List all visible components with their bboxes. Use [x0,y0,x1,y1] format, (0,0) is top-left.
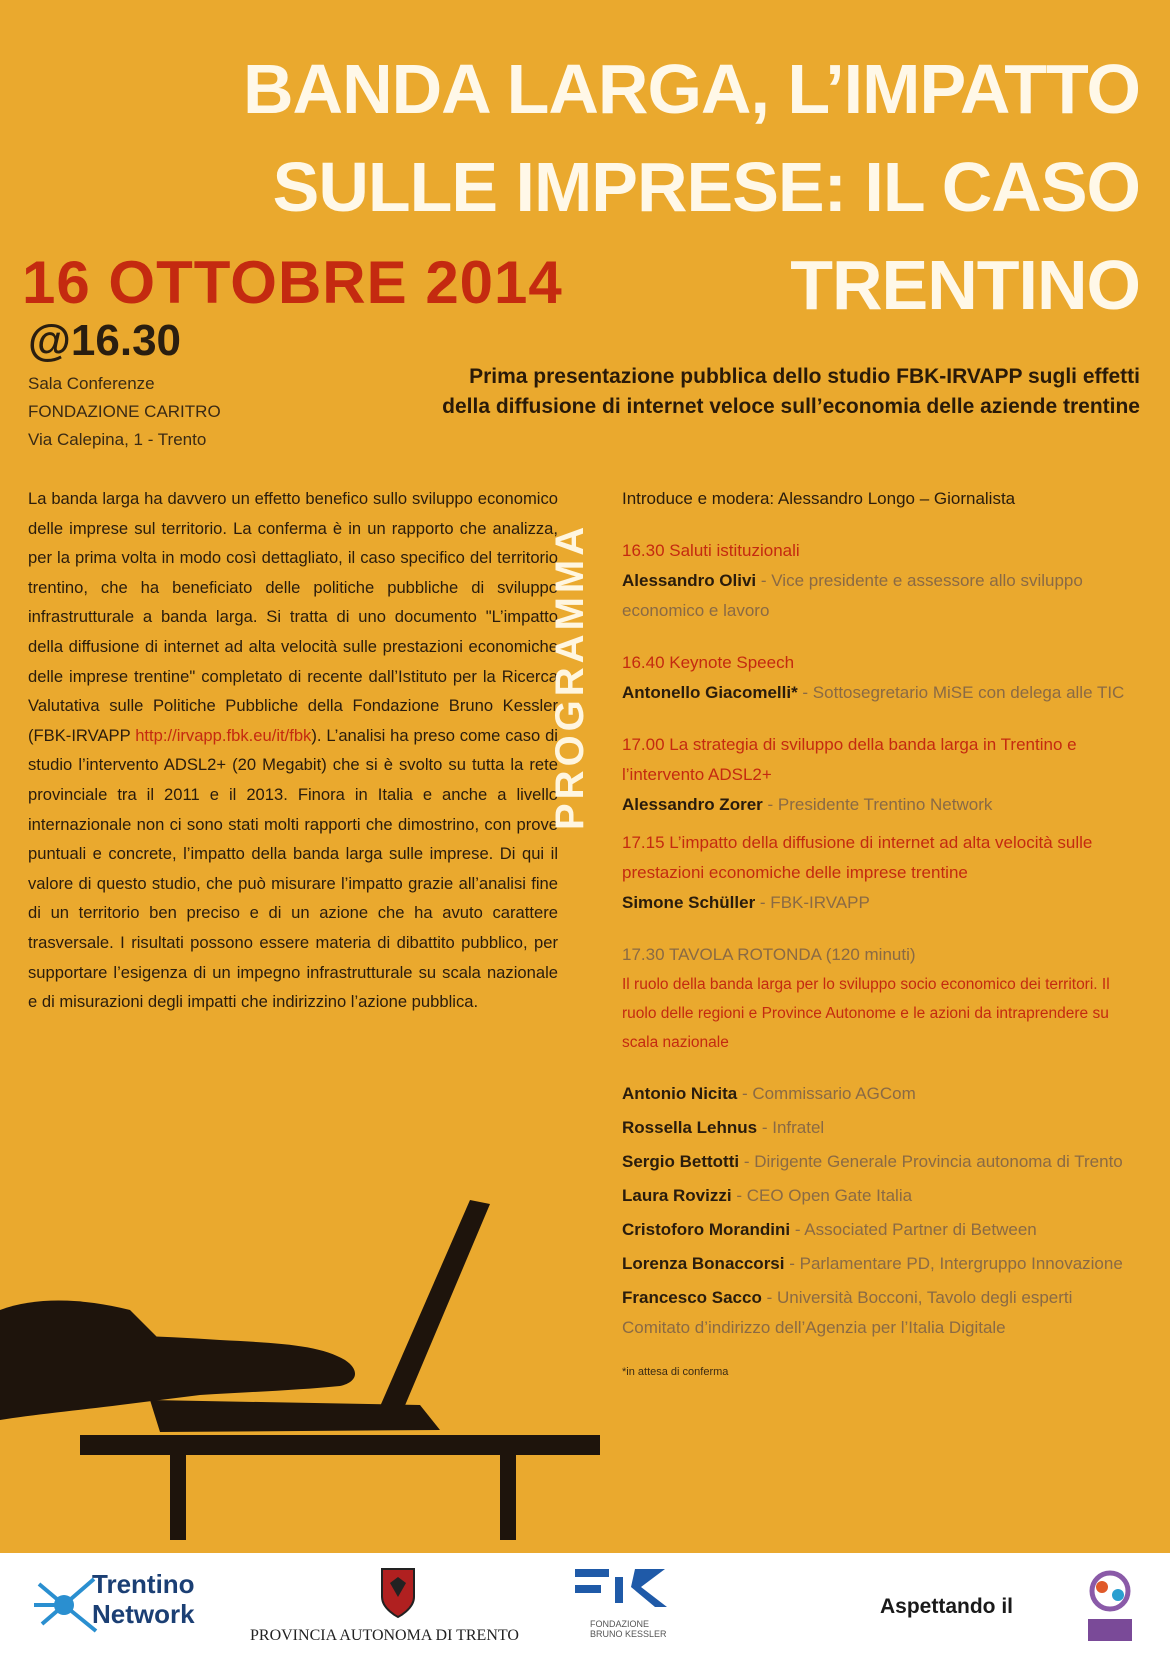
venue-address: Via Calepina, 1 - Trento [28,430,207,449]
body-paragraph [28,484,558,1017]
panelist [622,1283,1144,1343]
panelist [622,1079,1144,1109]
speaker-name: Simone Schüller [622,893,756,912]
study-link[interactable]: http://irvapp.fbk.eu/it/fbk [135,725,312,745]
panelist [622,1113,1144,1143]
subtitle-line-2: della diffusione di internet veloce sull’economia delle aziende trentine [442,395,1140,418]
programme-intro: Introduce e modera: Alessandro Longo – Giornalista [622,489,1016,508]
panelist-name: Lorenza Bonaccorsi [622,1254,785,1273]
panelist [622,1215,1144,1245]
programme-list [622,484,1144,1387]
provincia-crest-icon [378,1563,418,1619]
speaker-name: Alessandro Zorer [622,795,763,814]
event-subtitle [270,362,1140,422]
panel-list [622,1079,1144,1343]
venue-room: Sala Conferenze [28,374,155,393]
panelist-name: Rossella Lehnus [622,1118,758,1137]
title-line-1: BANDA LARGA, L’IMPATTO [242,50,1140,128]
speaker-role: - Vice presidente e assessore allo sviluppo economico e lavoro [622,571,1083,620]
panelist-role: - Dirigente Generale Provincia autonoma di Trento [739,1152,1123,1171]
session-5-heading: 17.30 TAVOLA ROTONDA (120 minuti) [622,945,916,964]
title-line-3: TRENTINO [790,246,1140,324]
fbk-logo-text: FONDAZIONE BRUNO KESSLER [590,1619,667,1639]
session-3-heading: 17.00 La strategia di sviluppo della banda larga in Trentino e l’intervento ADSL2+ [622,735,1077,784]
provincia-logo-text: PROVINCIA AUTONOMA DI TRENTO [250,1627,519,1644]
subtitle-line-1: Prima presentazione pubblica dello studio FBK-IRVAPP sugli effetti [469,365,1140,388]
panelist-name: Cristoforo Morandini [622,1220,791,1239]
speaker-role: - FBK-IRVAPP [755,893,870,912]
session-4-speaker [622,888,1144,918]
session-1-heading: 16.30 Saluti istituzionali [622,541,800,560]
panelist-role: - Commissario AGCom [737,1084,916,1103]
panelist-role: - CEO Open Gate Italia [731,1186,913,1205]
panelist-name: Francesco Sacco [622,1288,762,1307]
session-3-speaker [622,790,1144,820]
programme-label: PROGRAMMA [548,522,592,830]
title-line-2: SULLE IMPRESE: IL CASO [272,148,1140,226]
speaker-role: - Sottosegretario MiSE con delega alle TIC [797,683,1125,702]
event-logo-icon [1080,1569,1140,1649]
logo-text: Trentino [92,1569,195,1599]
speaker-name: Alessandro Olivi [622,571,757,590]
session-1-speaker [622,566,1144,626]
panelist-name: Antonio Nicita [622,1084,738,1103]
panelist-role: - Parlamentare PD, Intergruppo Innovazione [784,1254,1123,1273]
panelist [622,1181,1144,1211]
body-text-end: ). L’analisi ha preso come caso di studio l’intervento ADSL2+ (20 Megabit) che si è svolto su tutta la rete provinciale tra il 2011 e il 2013. Finora in Italia e anche a livello internazionale non ci sono stati molti rapporti che dimostrino, con prove puntuali e concrete, l’impatto della banda larga sulle imprese. Di qui il valore di questo studio, che può misurare l’impatto grazie all’analisi fine di un territorio ben preciso e di un azione che ha avuto carattere trasversale. I risultati possono essere materia di dibattito pubblico, per supportare l’esigenza di un impegno infrastrutturale su scala nazionale e di misurazioni degli impatti che indirizzino l’azione pubblica. [28,725,558,1012]
panelist-role: - Università Bocconi, Tavolo degli esperti Comitato d’indirizzo dell’Agenzia per l’Italia Digitale [622,1288,1073,1337]
panelist-role: - Infratel [757,1118,825,1137]
session-4-heading: 17.15 L’impatto della diffusione di internet ad alta velocità sulle prestazioni economiche delle imprese trentine [622,833,1093,882]
panelist-role: - Associated Partner di Between [790,1220,1037,1239]
session-5-description: Il ruolo della banda larga per lo sviluppo socio economico dei territori. Il ruolo delle regioni e Province Autonome e le azioni da intraprendere su scala nazionale [622,976,1110,1051]
panelist [622,1249,1144,1279]
panelist [622,1147,1144,1177]
event-time: @16.30 [28,316,182,365]
footer-logos [0,1553,1170,1657]
logo-text: Network [92,1599,195,1629]
body-text-start: La banda larga ha davvero un effetto benefico sullo sviluppo economico delle imprese sul territorio. La conferma è in un rapporto che analizza, per la prima volta in modo così dettagliato, il caso specifico del territorio trentino, che ha beneficiato delle politiche pubbliche di sviluppo infrastrutturale a banda larga. Si tratta di uno documento "L’impatto della diffusione di internet ad alta velocità sulle prestazioni economiche delle imprese trentine" completato di recente dall’Istituto per la Ricerca Valutativa sulle Politiche Pubbliche della Fondazione Bruno Kessler (FBK-IRVAPP [28,489,558,745]
panelist-name: Laura Rovizzi [622,1186,732,1205]
panelist-name: Sergio Bettotti [622,1152,740,1171]
confirmation-note: *in attesa di conferma [622,1366,729,1378]
speaker-name: Antonello Giacomelli* [622,683,798,702]
laptop-hand-illustration [0,1200,620,1550]
session-2-speaker [622,678,1144,708]
venue-foundation: FONDAZIONE CARITRO [28,402,221,421]
trentino-network-logo [92,1569,195,1629]
event-date: 16 OTTOBRE 2014 [22,249,563,316]
waiting-label: Aspettando il [880,1595,1014,1618]
speaker-role: - Presidente Trentino Network [762,795,993,814]
session-2-heading: 16.40 Keynote Speech [622,653,795,672]
fbk-logo-icon [575,1563,675,1613]
venue-info [28,370,268,454]
